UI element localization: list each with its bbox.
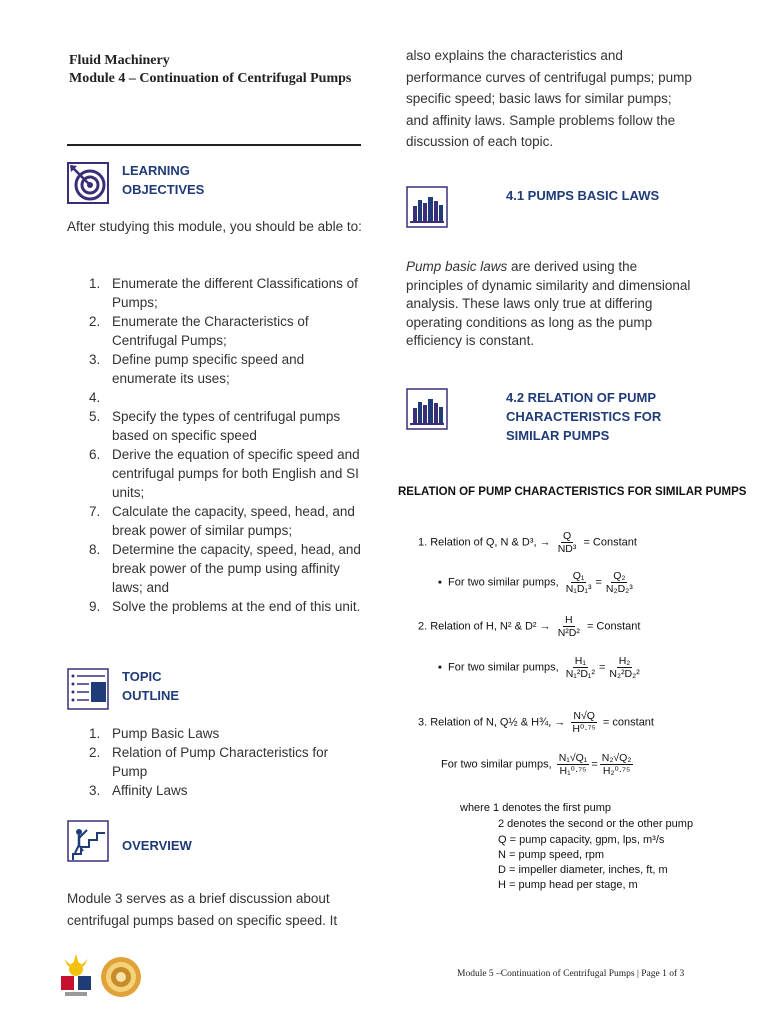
stairs-climber-icon (67, 820, 109, 862)
school-seal-logo (100, 956, 142, 998)
relation-1: 1. Relation of Q, N & D³, → $\frac{Q}{\text{ND³}}$ = Constant (418, 530, 637, 555)
list-item: 1. Pump Basic Laws (89, 726, 220, 741)
where-note-2: 2 denotes the second or the other pump (498, 818, 694, 830)
books-icon (406, 388, 448, 430)
where-note-1: where 1 denotes the first pump (460, 802, 612, 814)
topic-list (67, 724, 367, 800)
section-4-1-text: Pump basic laws are derived using the principles of dynamic similarity and dimensional analysis. These laws only true at differing operating conditions as long as the pump efficiency is constant. (406, 259, 691, 348)
list-item: 1. Enumerate the different Classifications of Pumps; (89, 276, 358, 310)
overview-text-right: also explains the characteristics and performance curves of centrifugal pumps; pump specific speed; basic laws for similar pumps; and affinity laws. Sample problems follow the discussion of each topic. (406, 48, 692, 149)
definition-q: Q = pump capacity, gpm, lps, m³/s (498, 834, 665, 846)
objectives-list (67, 274, 367, 616)
topic-outline-heading: TOPIC OUTLINE (122, 669, 180, 703)
page-footer: Module 5 –Continuation of Centrifugal Pumps | Page 1 of 3 (457, 969, 685, 979)
section-4-2-heading: 4.2 RELATION OF PUMP CHARACTERISTICS FOR SIMILAR PUMPS (506, 390, 662, 443)
definition-n: N = pump speed, rpm (498, 849, 605, 861)
list-item: 5. Specify the types of centrifugal pumps based on specific speed (89, 409, 341, 443)
figure-heading: RELATION OF PUMP CHARACTERISTICS FOR SIMILAR PUMPS (398, 486, 747, 498)
books-icon (406, 186, 448, 228)
list-item: 2. Enumerate the Characteristics of Centrifugal Pumps; (89, 314, 309, 348)
deped-logo (55, 952, 97, 998)
course-title: Fluid Machinery (69, 53, 170, 68)
relation-3: 3. Relation of N, Q½ & H¾, → $\frac{N√Q}{\text{H⁰·⁷⁵}}$ = constant (418, 710, 654, 735)
outline-list-icon (67, 668, 109, 710)
term-pump-basic-laws: Pump basic laws (406, 259, 508, 274)
pump-relations-figure (396, 480, 768, 900)
list-item: 8. Determine the capacity, speed, head, and break power of the pump using affinity laws; and (89, 542, 361, 595)
list-item: 3. Affinity Laws (89, 783, 188, 798)
overview-text-left: Module 3 serves as a brief discussion about centrifugal pumps based on specific speed. It (67, 891, 338, 928)
definition-d: D = impeller diameter, inches, ft, m (498, 864, 668, 876)
list-item: 7. Calculate the capacity, speed, head, and break power of similar pumps; (89, 504, 355, 538)
section-4-1-heading: 4.1 PUMPS BASIC LAWS (506, 188, 660, 203)
relation-1-similar: ▪ For two similar pumps, $\frac{\text{Q₁}}{\text{N₁D₁³}}$ = $\frac{\text{Q₂}}{\text{N₂D₂³}}$ (438, 570, 633, 595)
learning-intro: After studying this module, you should be able to: (67, 219, 362, 234)
list-item: 4. (89, 390, 101, 405)
relation-2: 2. Relation of H, N² & D² → $\frac{H}{\text{N²D²}}$ = Constant (418, 614, 641, 639)
list-item: 3. Define pump specific speed and enumerate its uses; (89, 352, 305, 386)
target-icon (67, 162, 109, 204)
list-item: 2. Relation of Pump Characteristics for Pump (89, 745, 329, 779)
header-divider (67, 144, 361, 146)
list-item: 9. Solve the problems at the end of this unit. (89, 599, 361, 614)
list-item: 6. Derive the equation of specific speed and centrifugal pumps for both English and SI units; (89, 447, 360, 500)
relation-2-similar: ▪ For two similar pumps, $\frac{\text{H₁}}{\text{N₁²D₁²}}$ = $\frac{\text{H₂}}{\text{N₂²D₂²}}$ (438, 655, 640, 680)
learning-objectives-heading: LEARNING OBJECTIVES (122, 163, 205, 197)
module-title: Module 4 – Continuation of Centrifugal Pumps (69, 71, 352, 86)
overview-heading: OVERVIEW (122, 838, 192, 853)
definition-h: H = pump head per stage, m (498, 879, 638, 891)
relation-3-similar: For two similar pumps, $\frac{\text{N₁√Q₁}}{\text{H₁⁰·⁷⁵}}$ = $\frac{\text{N₂√Q₂}}{\text{H₂⁰·⁷⁵}}$ (441, 752, 632, 777)
